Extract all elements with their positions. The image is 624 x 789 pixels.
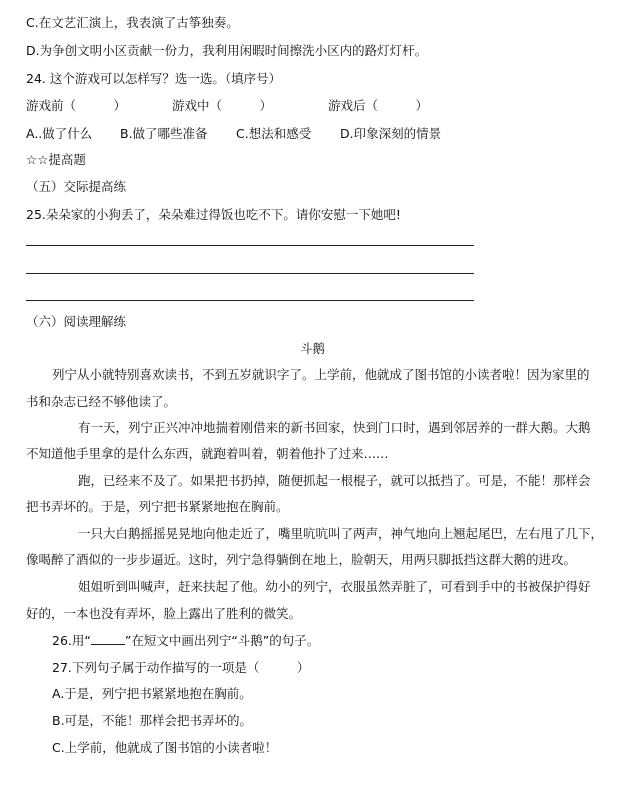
story-title: 斗鹅 <box>300 341 326 356</box>
question-24: 24. 这个游戏可以怎样写？选一选。（填序号） <box>26 71 282 86</box>
q27-option-a: A.于是，列宁把书紧紧地抱在胸前。 <box>52 686 252 701</box>
q24-option-c: C.想法和感受 <box>236 126 312 141</box>
paragraph-1-line-2: 书和杂志已经不够他读了。 <box>26 394 177 409</box>
answer-line-3 <box>26 300 474 301</box>
paragraph-4-line-2: 像喝醉了酒似的一步步逼近。这时，列宁急得躺倒在地上，脸朝天，用两只脚抵挡这群大鹅的进攻。 <box>26 552 577 567</box>
question-27: 27.下列句子属于动作描写的一项是（ ） <box>52 660 310 675</box>
q24-option-d: D.印象深刻的情景 <box>340 126 442 141</box>
q24-before-blank: 游戏前（ ） <box>26 98 127 113</box>
question-26 <box>52 632 319 650</box>
answer-line-1 <box>26 245 474 246</box>
question-25: 25.朵朵家的小狗丢了，朵朵难过得饭也吃不下。请你安慰一下她吧! <box>26 207 401 222</box>
q24-option-a: A..做了什么 <box>26 126 93 141</box>
q24-after-blank: 游戏后（ ） <box>328 98 429 113</box>
paragraph-3-line-2: 把书弄坏的。于是，列宁把书紧紧地抱在胸前。 <box>26 499 289 514</box>
q27-option-b: B.可是，不能！那样会把书弄坏的。 <box>52 713 253 728</box>
paragraph-2-line-2: 不知道他手里拿的是什么东西，就跑着叫着，朝着他扑了过来…… <box>26 446 389 461</box>
improve-title: ☆☆提高题 <box>26 152 86 167</box>
paragraph-1-line-1: 列宁从小就特别喜欢读书，不到五岁就识字了。上学前，他就成了图书馆的小读者啦！因为家里的 <box>52 367 590 382</box>
section-5-heading: （五）交际提高练 <box>26 179 127 194</box>
paragraph-5-line-1: 姐姐听到叫喊声，赶来扶起了他。幼小的列宁，衣服虽然弄脏了，可看到手中的书被保护得好 <box>78 579 591 594</box>
paragraph-5-line-2: 好的，一本也没有弄坏，脸上露出了胜利的微笑。 <box>26 606 302 621</box>
paragraph-2-line-1: 有一天，列宁正兴冲冲地揣着刚借来的新书回家，快到门口时，遇到邻居养的一群大鹅。大鹅 <box>78 420 591 435</box>
answer-line-2 <box>26 273 474 274</box>
paragraph-3-line-1: 跑，已经来不及了。如果把书扔掉，随便抓起一根棍子，就可以抵挡了。可是，不能！那样会 <box>78 473 591 488</box>
question-26-suffix: ”在短文中画出列宁“斗鹅”的句子。 <box>124 633 320 648</box>
question-26-prefix: 26.用“ <box>52 633 91 648</box>
section-6-heading: （六）阅读理解练 <box>26 314 127 329</box>
q24-during-blank: 游戏中（ ） <box>172 98 273 113</box>
q24-option-b: B.做了哪些准备 <box>120 126 208 141</box>
q27-option-c: C.上学前，他就成了图书馆的小读者啦！ <box>52 740 278 755</box>
underline-blank <box>91 632 125 645</box>
paragraph-4-line-1: 一只大白鹅摇摇晃晃地向他走近了，嘴里吭吭叫了两声，神气地向上翘起尾巴，左右甩了几下， <box>78 526 604 541</box>
option-c-line: C.在文艺汇演上，我表演了古筝独奏。 <box>26 15 239 30</box>
option-d-line: D.为争创文明小区贡献一份力，我利用闲暇时间擦洗小区内的路灯灯杆。 <box>26 43 428 58</box>
